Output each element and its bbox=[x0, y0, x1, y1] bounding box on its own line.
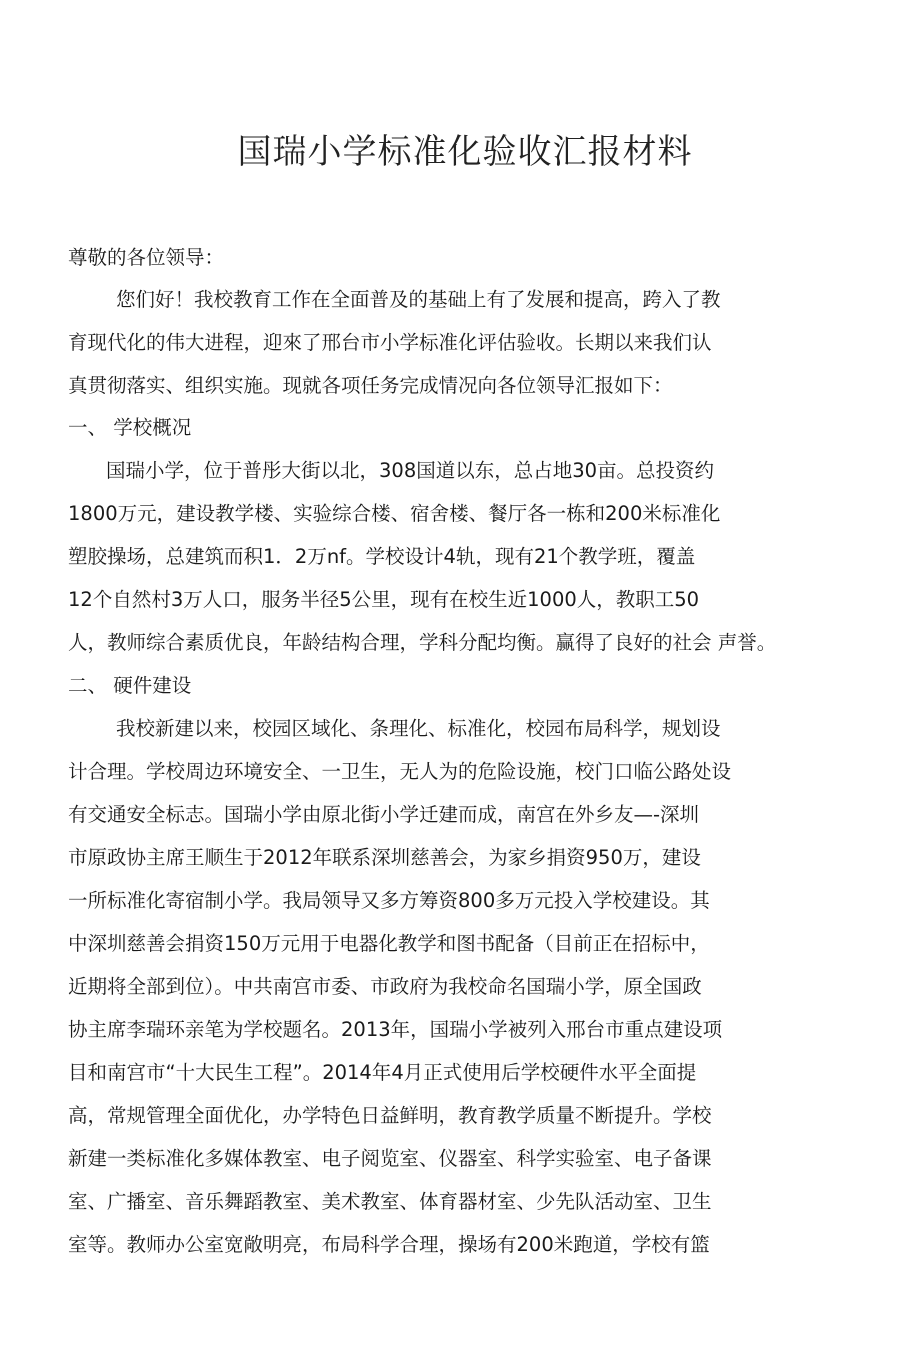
salutation: 尊敬的各位领导： bbox=[68, 246, 225, 269]
paragraph-line: 国瑞小学，位于普彤大街以北，308国道以东，总占地30亩。总投资约 bbox=[106, 459, 715, 482]
paragraph-line: 一所标准化寄宿制小学。我局领导又多方筹资800多万元投入学校建设。其 bbox=[68, 889, 710, 912]
paragraph-line: 室、广播室、音乐舞蹈教室、美术教室、体育器材室、少先队活动室、卫生 bbox=[68, 1190, 712, 1213]
section-heading: 一、 学校概况 bbox=[68, 416, 192, 439]
paragraph-line: 中深圳慈善会捐资150万元用于电器化教学和图书配备（目前正在招标中， bbox=[68, 932, 710, 955]
paragraph-line: 目和南宫市“十大民生工程”。2014年4月正式使用后学校硬件水平全面提 bbox=[68, 1061, 697, 1084]
paragraph-line: 协主席李瑞环亲笔为学校题名。2013年，国瑞小学被列入邢台市重点建设项 bbox=[68, 1018, 723, 1041]
paragraph-line: 高，常规管理全面优化，办学特色日益鲜明，教育教学质量不断提升。学校 bbox=[68, 1104, 712, 1127]
paragraph-line: 有交通安全标志。国瑞小学由原北街小学迁建而成，南宫在外乡友—-深圳 bbox=[68, 803, 700, 826]
paragraph-line: 市原政协主席王顺生于2012年联系深圳慈善会，为家乡捐资950万，建设 bbox=[68, 846, 701, 869]
paragraph-line: 我校新建以来，校园区域化、条理化、标准化，校园布局科学，规划设 bbox=[116, 717, 721, 740]
paragraph-line: 塑胶操场，总建筑而积1．2万nf。学校设计4轨，现有21个教学班，覆盖 bbox=[68, 545, 696, 568]
paragraph-line: 真贯彻落实、组织实施。现就各项任务完成情况向各位领导汇报如下： bbox=[68, 374, 673, 397]
document-title: 国瑞小学标准化验收汇报材料 bbox=[237, 132, 693, 172]
paragraph-line: 您们好！我校教育工作在全面普及的基础上有了发展和提高，跨入了教 bbox=[116, 288, 721, 311]
paragraph-line: 1800万元，建设教学楼、实验综合楼、宿舍楼、餐厅各一栋和200米标准化 bbox=[68, 502, 721, 525]
paragraph-line: 室等。教师办公室宽敞明亮，布局科学合理，操场有200米跑道，学校有篮 bbox=[68, 1233, 710, 1256]
paragraph-line: 近期将全部到位）。中共南宫市委、市政府为我校命名国瑞小学，原全国政 bbox=[68, 975, 702, 998]
paragraph-line: 计合理。学校周边环境安全、一卫生，无人为的危险设施，校门口临公路处设 bbox=[68, 760, 732, 783]
paragraph-line: 人，教师综合素质优良，年龄结构合理，学科分配均衡。赢得了良好的社会 声誉。 bbox=[68, 631, 777, 654]
paragraph-line: 育现代化的伟大进程，迎來了邢台市小学标准化评估验收。长期以来我们认 bbox=[68, 331, 712, 354]
paragraph-line: 新建一类标准化多媒体教室、电子阅览室、仪器室、科学实验室、电子备课 bbox=[68, 1147, 712, 1170]
section-heading: 二、 硬件建设 bbox=[68, 674, 192, 697]
paragraph-line: 12个自然村3万人口，服务半径5公里，现有在校生近1000人，教职工50 bbox=[68, 588, 700, 611]
